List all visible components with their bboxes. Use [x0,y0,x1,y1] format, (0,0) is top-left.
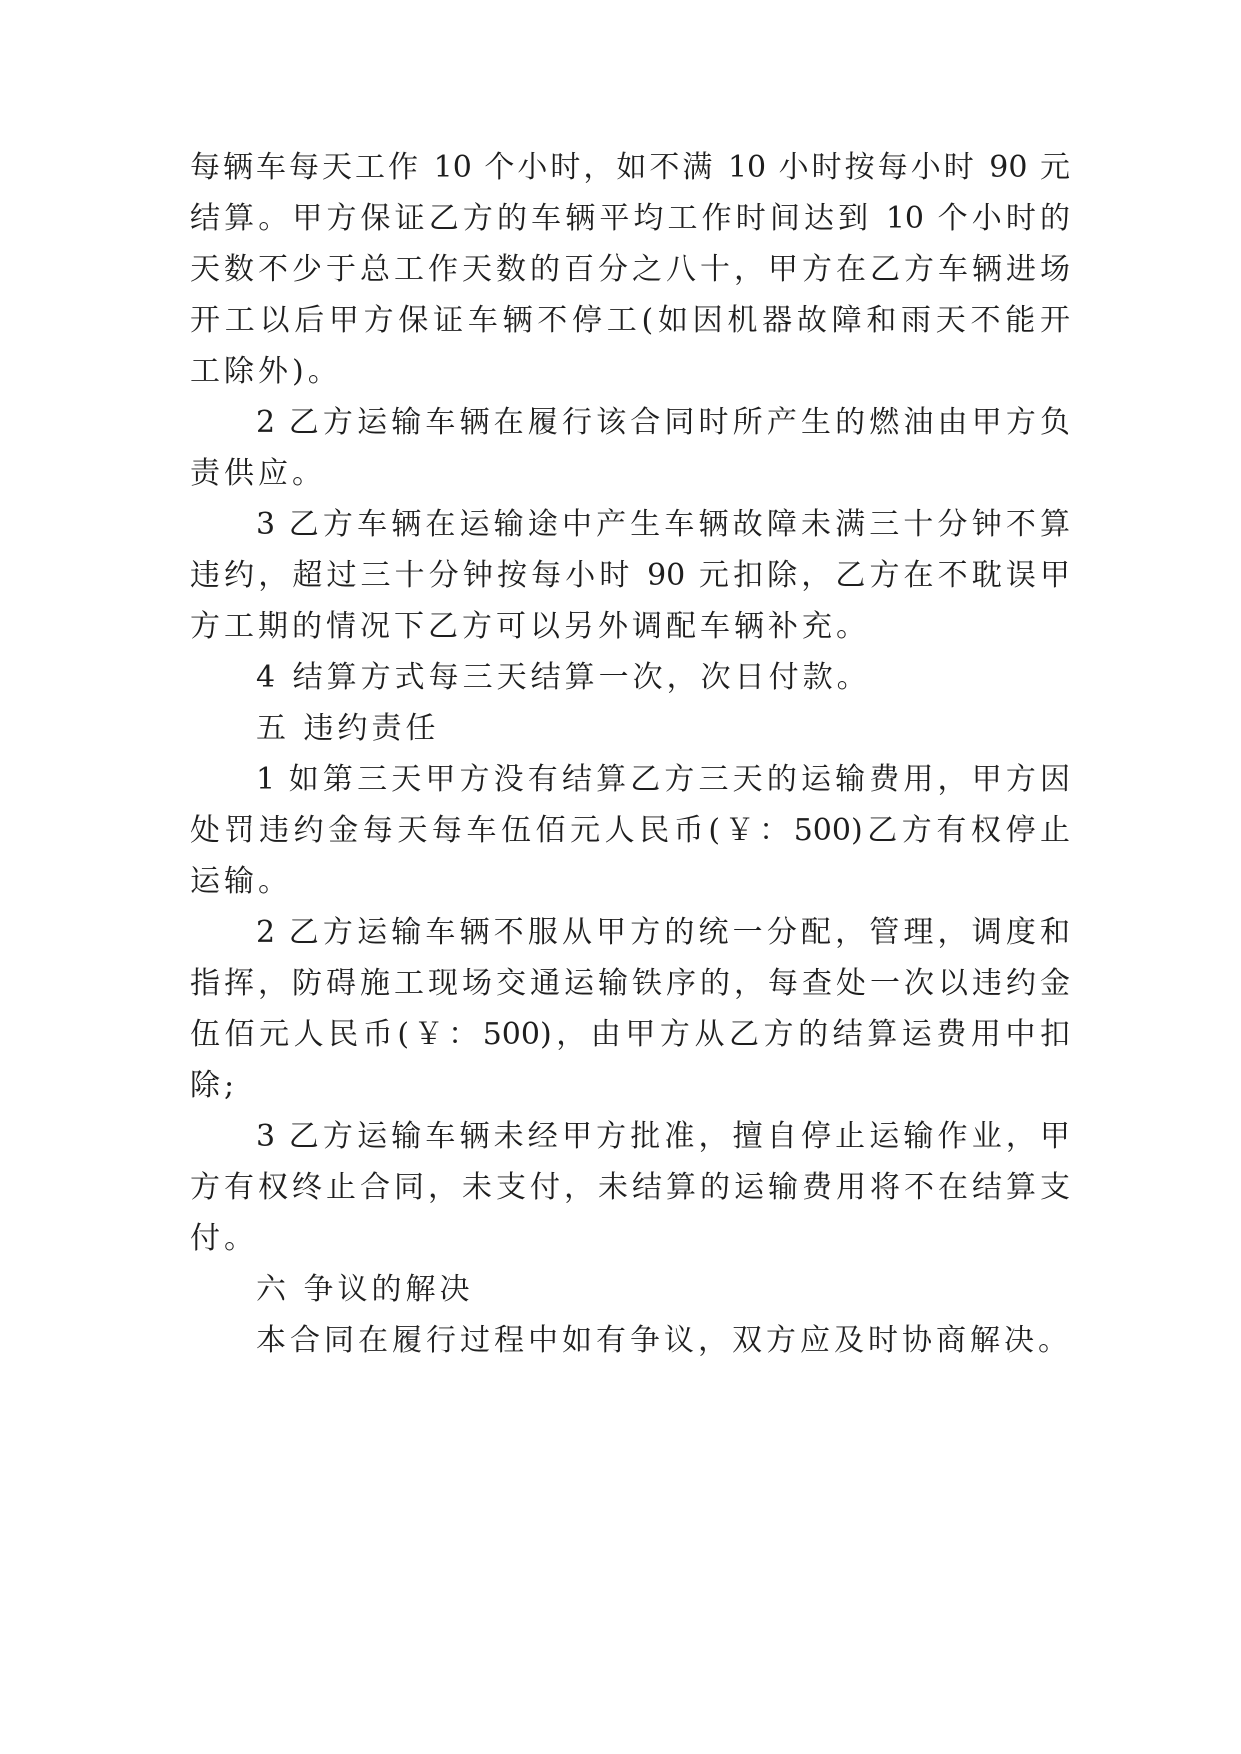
text-line: 方有权终止合同，未支付，未结算的运输费用将不在结算支 [190,1170,1070,1205]
text-line: 结算。甲方保证乙方的车辆平均工作时间达到 10 个小时的 [190,201,1070,236]
text-line: 天数不少于总工作天数的百分之八十，甲方在乙方车辆进场 [190,252,1070,287]
text-line: 开工以后甲方保证车辆不停工(如因机器故障和雨天不能开 [190,303,1070,338]
text-line: 方工期的情况下乙方可以另外调配车辆补充。 [190,609,870,644]
text-line: 责供应。 [190,456,326,491]
text-line: 除; [190,1068,239,1103]
text-line: 指挥，防碍施工现场交通运输铁序的，每查处一次以违约金 [190,966,1070,1001]
section-heading: 六 争议的解决 [256,1272,474,1307]
paragraph-first-line: 3 乙方车辆在运输途中产生车辆故障未满三十分钟不算 [256,507,1070,542]
text-line: 违约，超过三十分钟按每小时 90 元扣除，乙方在不耽误甲 [190,558,1070,593]
paragraph-first-line: 2 乙方运输车辆在履行该合同时所产生的燃油由甲方负 [256,405,1070,440]
paragraph-first-line: 4 结算方式每三天结算一次，次日付款。 [256,660,871,695]
text-line: 付。 [190,1221,258,1256]
text-line: 伍佰元人民币(￥：500)，由甲方从乙方的结算运费用中扣 [190,1017,1070,1052]
text-line: 运输。 [190,864,292,899]
paragraph-first-line: 1 如第三天甲方没有结算乙方三天的运输费用，甲方因 [256,762,1070,797]
paragraph-first-line: 3 乙方运输车辆未经甲方批准，擅自停止运输作业，甲 [256,1119,1070,1154]
paragraph-first-line: 本合同在履行过程中如有争议，双方应及时协商解决。 [256,1323,1072,1358]
section-heading: 五 违约责任 [256,711,440,746]
text-line: 处罚违约金每天每车伍佰元人民币(￥：500)乙方有权停止 [190,813,1070,848]
text-line: 每辆车每天工作 10 个小时，如不满 10 小时按每小时 90 元 [190,150,1070,185]
text-line: 工除外)。 [190,354,342,389]
paragraph-first-line: 2 乙方运输车辆不服从甲方的统一分配，管理，调度和 [256,915,1070,950]
